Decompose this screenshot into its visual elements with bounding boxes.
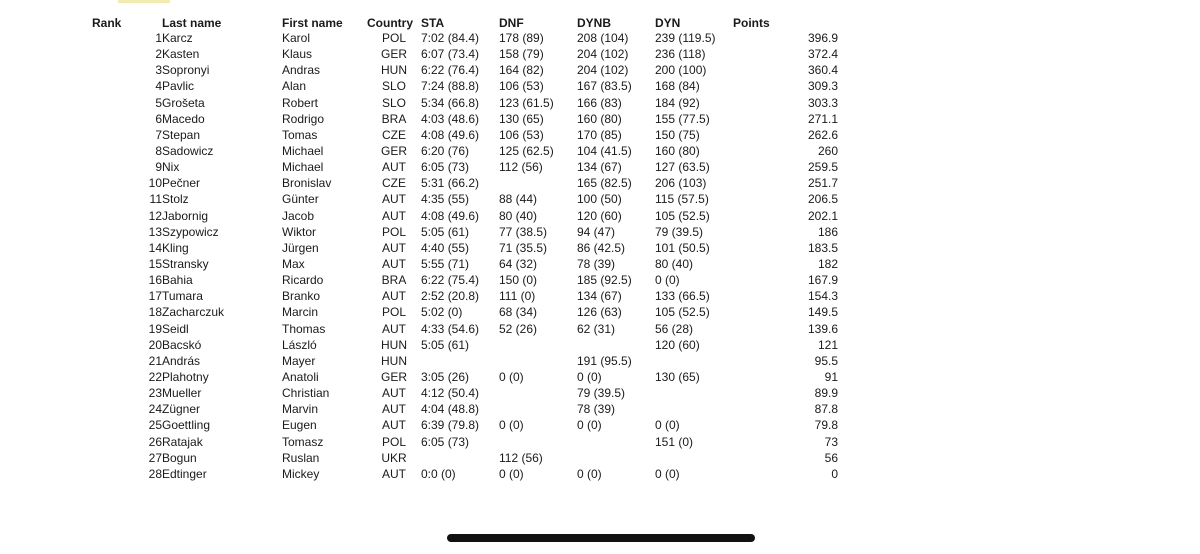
cell-points: 260	[817, 144, 838, 159]
cell-dyn: 184 (92)	[655, 95, 700, 110]
cell-country: BRA	[381, 273, 407, 288]
cell-dynb: 126 (63)	[577, 305, 622, 320]
table-row	[92, 272, 838, 288]
table-row	[92, 450, 838, 466]
cell-rank: 7	[155, 127, 162, 142]
cell-dyn: 120 (60)	[655, 337, 700, 352]
cell-dnf: 77 (38.5)	[499, 224, 548, 239]
cell-dnf: 158 (79)	[499, 47, 544, 62]
table-row	[92, 62, 838, 78]
cell-dnf: 0 (0)	[499, 466, 524, 481]
cell-country: GER	[380, 47, 407, 62]
cell-dyn: 101 (50.5)	[655, 240, 710, 255]
cell-last: Zacharczuk	[162, 305, 225, 320]
cell-rank: 17	[148, 289, 162, 304]
cell-country: BRA	[381, 111, 407, 126]
table-row	[92, 46, 838, 62]
cell-dynb: 104 (41.5)	[577, 144, 632, 159]
cell-sta: 5:02 (0)	[421, 305, 463, 320]
header-rank: Rank	[92, 16, 122, 30]
cell-dynb: 134 (67)	[577, 160, 622, 175]
cell-last: Sopronyi	[162, 63, 210, 78]
cell-country: SLO	[381, 79, 406, 94]
cell-dynb: 170 (85)	[577, 127, 622, 142]
cell-dynb: 208 (104)	[577, 31, 629, 46]
cell-dyn: 56 (28)	[655, 321, 694, 336]
cell-dnf	[499, 401, 577, 417]
cell-sta	[421, 353, 499, 369]
cell-points: 95.5	[814, 353, 838, 368]
table-row	[92, 111, 838, 127]
header-sta: STA	[421, 16, 445, 30]
cell-dynb: 0 (0)	[577, 370, 602, 385]
cell-sta: 4:04 (48.8)	[421, 402, 480, 417]
cell-country: HUN	[381, 353, 407, 368]
cell-dyn: 155 (77.5)	[655, 111, 710, 126]
cell-dnf: 111 (0)	[499, 289, 536, 304]
cell-points: 251.7	[807, 176, 838, 191]
cell-dnf: 164 (82)	[499, 63, 544, 78]
cell-country: GER	[380, 144, 407, 159]
cell-country: AUT	[382, 240, 406, 255]
table-row	[92, 224, 838, 240]
cell-rank: 27	[148, 450, 162, 465]
table-row	[92, 434, 838, 450]
cell-dyn	[655, 450, 733, 466]
cell-country: HUN	[381, 63, 407, 78]
cell-rank: 3	[155, 63, 162, 78]
cell-points: 154.3	[807, 289, 838, 304]
cell-dnf: 106 (53)	[499, 127, 544, 142]
cell-dyn: 206 (103)	[655, 176, 707, 191]
cell-sta: 5:31 (66.2)	[421, 176, 480, 191]
cell-points: 89.9	[814, 386, 838, 401]
header-first-name: First name	[282, 16, 343, 30]
cell-rank: 6	[155, 111, 162, 126]
cell-last: Mueller	[162, 386, 202, 401]
cell-last: Kling	[162, 240, 189, 255]
cell-dynb: 167 (83.5)	[577, 79, 632, 94]
cell-dnf: 106 (53)	[499, 79, 544, 94]
table-row	[92, 401, 838, 417]
cell-rank: 20	[148, 337, 162, 352]
cell-dynb: 78 (39)	[577, 257, 616, 272]
cell-points: 73	[824, 434, 838, 449]
cell-points: 149.5	[807, 305, 838, 320]
cell-points: 139.6	[807, 321, 838, 336]
cell-dnf: 80 (40)	[499, 208, 538, 223]
cell-dynb: 160 (80)	[577, 111, 622, 126]
cell-country: CZE	[382, 127, 406, 142]
cell-country: AUT	[382, 418, 406, 433]
cell-sta: 2:52 (20.8)	[421, 289, 480, 304]
cell-first: Thomas	[282, 321, 326, 336]
cell-points: 167.9	[807, 273, 838, 288]
cell-points: 360.4	[807, 63, 838, 78]
cell-sta: 5:55 (71)	[421, 257, 470, 272]
cell-dnf: 68 (34)	[499, 305, 538, 320]
cell-dnf	[499, 385, 577, 401]
cell-first: Marvin	[282, 402, 319, 417]
cell-sta: 5:05 (61)	[421, 224, 470, 239]
cell-last: Stolz	[162, 192, 189, 207]
cell-dnf	[499, 337, 577, 353]
cell-dnf: 64 (32)	[499, 257, 538, 272]
table-row	[92, 369, 838, 385]
cell-dnf	[499, 175, 577, 191]
cell-dnf: 71 (35.5)	[499, 240, 548, 255]
cell-first: Jürgen	[282, 240, 319, 255]
cell-first: Rodrigo	[282, 111, 325, 126]
cell-last: Sadowicz	[162, 144, 214, 159]
header-points: Points	[733, 16, 770, 30]
cell-points: 259.5	[807, 160, 838, 175]
table-row	[92, 175, 838, 191]
cell-points: 79.8	[814, 418, 838, 433]
cell-dynb: 0 (0)	[577, 418, 602, 433]
cell-sta: 4:12 (50.4)	[421, 386, 480, 401]
cell-dyn: 150 (75)	[655, 127, 700, 142]
cell-country: AUT	[382, 289, 406, 304]
cell-first: Marcin	[282, 305, 319, 320]
table-row	[92, 78, 838, 94]
cell-points: 309.3	[807, 79, 838, 94]
table-row	[92, 353, 838, 369]
cell-first: Klaus	[282, 47, 313, 62]
cell-sta: 5:05 (61)	[421, 337, 470, 352]
cell-dyn: 200 (100)	[655, 63, 707, 78]
cell-dnf: 112 (56)	[499, 450, 543, 465]
cell-first: Bronislav	[282, 176, 332, 191]
cell-last: Zügner	[162, 402, 201, 417]
table-row	[92, 240, 838, 256]
cell-rank: 10	[148, 176, 162, 191]
cell-rank: 21	[148, 353, 162, 368]
cell-points: 206.5	[807, 192, 838, 207]
cell-last: Pavlic	[162, 79, 195, 94]
cell-rank: 12	[148, 208, 162, 223]
cell-dynb: 166 (83)	[577, 95, 622, 110]
cell-rank: 1	[155, 31, 162, 46]
cell-dnf: 130 (65)	[499, 111, 544, 126]
cell-country: CZE	[382, 176, 406, 191]
cell-dyn: 151 (0)	[655, 434, 694, 449]
cell-sta: 4:08 (49.6)	[421, 127, 480, 142]
cell-last: András	[162, 353, 201, 368]
cell-last: Stepan	[162, 127, 201, 142]
cell-points: 372.4	[807, 47, 838, 62]
cell-points: 0	[831, 466, 838, 481]
cell-first: Andras	[282, 63, 321, 78]
cell-rank: 28	[148, 466, 162, 481]
cell-sta: 4:35 (55)	[421, 192, 470, 207]
cell-sta: 5:34 (66.8)	[421, 95, 480, 110]
header-dyn: DYN	[655, 16, 681, 30]
cell-first: Eugen	[282, 418, 317, 433]
header-dnf: DNF	[499, 16, 524, 30]
cell-first: Anatoli	[282, 370, 319, 385]
cell-dnf: 112 (56)	[499, 160, 543, 175]
cell-sta: 7:02 (84.4)	[421, 31, 480, 46]
cell-dynb: 0 (0)	[577, 466, 602, 481]
cell-rank: 22	[148, 370, 162, 385]
cell-dyn: 0 (0)	[655, 418, 680, 433]
cell-points: 91	[824, 370, 838, 385]
cell-points: 87.8	[814, 402, 838, 417]
cell-dyn: 239 (119.5)	[655, 31, 716, 46]
table-row	[92, 256, 838, 272]
cell-sta: 6:07 (73.4)	[421, 47, 480, 62]
cell-dyn: 133 (66.5)	[655, 289, 710, 304]
cell-dynb: 100 (50)	[577, 192, 622, 207]
highlight-mark	[118, 0, 170, 3]
cell-first: Jacob	[282, 208, 315, 223]
cell-dnf: 0 (0)	[499, 370, 524, 385]
header-last-name: Last name	[162, 16, 222, 30]
cell-rank: 8	[155, 144, 162, 159]
cell-rank: 11	[149, 192, 162, 207]
table-row	[92, 337, 838, 353]
cell-last: Bacskó	[162, 337, 202, 352]
table-row	[92, 127, 838, 143]
cell-dnf: 150 (0)	[499, 273, 538, 288]
table-row	[92, 466, 838, 482]
cell-points: 202.1	[807, 208, 838, 223]
cell-dynb	[577, 434, 655, 450]
cell-points: 183.5	[807, 240, 838, 255]
cell-points: 182	[817, 257, 838, 272]
cell-points: 262.6	[807, 127, 838, 142]
cell-dynb: 165 (82.5)	[577, 176, 632, 191]
cell-dyn: 115 (57.5)	[655, 192, 709, 207]
cell-last: Karcz	[162, 31, 193, 46]
cell-rank: 16	[148, 273, 162, 288]
cell-dnf: 178 (89)	[499, 31, 544, 46]
cell-dynb: 204 (102)	[577, 63, 629, 78]
cell-sta: 3:05 (26)	[421, 370, 470, 385]
cell-country: SLO	[381, 95, 406, 110]
header-dynb: DYNB	[577, 16, 612, 30]
header-country: Country	[367, 16, 413, 30]
cell-rank: 13	[148, 224, 162, 239]
cell-dyn: 127 (63.5)	[655, 160, 710, 175]
home-indicator	[447, 534, 755, 542]
cell-country: POL	[381, 31, 406, 46]
cell-country: AUT	[382, 321, 406, 336]
cell-dnf	[499, 353, 577, 369]
cell-country: POL	[381, 224, 406, 239]
cell-first: Wiktor	[282, 224, 316, 239]
cell-dynb: 204 (102)	[577, 47, 629, 62]
table-row	[92, 143, 838, 159]
cell-last: Stransky	[162, 257, 209, 272]
cell-dynb: 79 (39.5)	[577, 386, 626, 401]
results-body	[92, 30, 838, 482]
cell-dyn: 0 (0)	[655, 273, 680, 288]
cell-last: Seidl	[162, 321, 189, 336]
cell-first: Robert	[282, 95, 319, 110]
cell-dynb	[577, 337, 655, 353]
cell-dynb: 134 (67)	[577, 289, 622, 304]
cell-dyn	[655, 353, 733, 369]
cell-last: Pečner	[162, 176, 201, 191]
cell-dyn: 0 (0)	[655, 466, 680, 481]
cell-sta: 6:22 (76.4)	[421, 63, 480, 78]
cell-rank: 24	[148, 402, 162, 417]
cell-first: Alan	[282, 79, 307, 94]
cell-first: Ricardo	[282, 273, 324, 288]
cell-sta: 6:39 (79.8)	[421, 418, 480, 433]
cell-dyn: 105 (52.5)	[655, 305, 710, 320]
cell-country: AUT	[382, 257, 406, 272]
cell-last: Macedo	[162, 111, 205, 126]
cell-sta: 4:33 (54.6)	[421, 321, 480, 336]
cell-last: Ratajak	[162, 434, 203, 449]
table-row	[92, 95, 838, 111]
cell-first: Tomas	[282, 127, 318, 142]
cell-country: AUT	[382, 192, 406, 207]
cell-first: Mickey	[282, 466, 320, 481]
table-row	[92, 159, 838, 175]
results-table	[92, 12, 838, 482]
cell-country: AUT	[382, 208, 406, 223]
cell-country: UKR	[381, 450, 407, 465]
cell-first: Michael	[282, 144, 324, 159]
cell-dnf: 52 (26)	[499, 321, 538, 336]
cell-first: Christian	[282, 386, 330, 401]
cell-rank: 15	[148, 257, 162, 272]
cell-dyn	[655, 385, 733, 401]
cell-first: Michael	[282, 160, 324, 175]
cell-dyn: 130 (65)	[655, 370, 700, 385]
cell-country: HUN	[381, 337, 407, 352]
cell-last: Bahia	[162, 273, 193, 288]
cell-dynb: 78 (39)	[577, 402, 616, 417]
cell-sta: 6:20 (76)	[421, 144, 470, 159]
cell-country: AUT	[382, 466, 406, 481]
cell-rank: 5	[155, 95, 162, 110]
cell-sta: 7:24 (88.8)	[421, 79, 480, 94]
table-row	[92, 288, 838, 304]
cell-dnf: 123 (61.5)	[499, 95, 554, 110]
cell-dynb: 86 (42.5)	[577, 240, 626, 255]
cell-dyn	[655, 401, 733, 417]
cell-sta: 0:0 (0)	[421, 466, 456, 481]
cell-sta: 6:05 (73)	[421, 160, 470, 175]
cell-points: 186	[817, 224, 838, 239]
cell-dynb: 62 (31)	[577, 321, 616, 336]
cell-dyn: 79 (39.5)	[655, 224, 704, 239]
cell-rank: 26	[148, 434, 162, 449]
cell-country: AUT	[382, 160, 406, 175]
cell-last: Nix	[162, 160, 180, 175]
cell-dynb	[577, 450, 655, 466]
table-row	[92, 385, 838, 401]
table-row	[92, 208, 838, 224]
cell-dnf: 88 (44)	[499, 192, 538, 207]
cell-dyn: 160 (80)	[655, 144, 700, 159]
table-row	[92, 417, 838, 433]
cell-last: Goettling	[162, 418, 211, 433]
cell-dynb: 94 (47)	[577, 224, 616, 239]
cell-sta: 4:08 (49.6)	[421, 208, 480, 223]
header-row	[92, 12, 838, 30]
table-row	[92, 30, 838, 46]
cell-country: AUT	[382, 402, 406, 417]
cell-first: Günter	[282, 192, 319, 207]
cell-rank: 25	[148, 418, 162, 433]
cell-sta: 4:40 (55)	[421, 240, 470, 255]
cell-last: Jabornig	[162, 208, 209, 223]
cell-sta	[421, 450, 499, 466]
cell-dyn: 105 (52.5)	[655, 208, 710, 223]
cell-points: 271.1	[807, 111, 838, 126]
cell-rank: 9	[155, 160, 162, 175]
cell-first: Karol	[282, 31, 311, 46]
cell-rank: 18	[148, 305, 162, 320]
cell-dnf: 0 (0)	[499, 418, 524, 433]
cell-first: Max	[282, 257, 305, 272]
cell-dnf: 125 (62.5)	[499, 144, 554, 159]
cell-rank: 2	[155, 47, 162, 62]
cell-dnf	[499, 434, 577, 450]
cell-dyn: 80 (40)	[655, 257, 694, 272]
cell-points: 303.3	[807, 95, 838, 110]
cell-last: Tumara	[162, 289, 203, 304]
cell-sta: 4:03 (48.6)	[421, 111, 480, 126]
cell-rank: 19	[148, 321, 162, 336]
cell-dyn: 168 (84)	[655, 79, 700, 94]
table-row	[92, 304, 838, 320]
cell-points: 56	[824, 450, 838, 465]
cell-points: 396.9	[807, 31, 838, 46]
cell-country: POL	[381, 434, 406, 449]
cell-rank: 14	[148, 240, 162, 255]
cell-points: 121	[817, 337, 838, 352]
cell-last: Szypowicz	[162, 224, 219, 239]
cell-dyn: 236 (118)	[655, 47, 706, 62]
cell-last: Edtinger	[162, 466, 207, 481]
cell-last: Plahotny	[162, 370, 209, 385]
cell-rank: 23	[148, 386, 162, 401]
cell-first: Tomasz	[282, 434, 324, 449]
cell-last: Grošeta	[162, 95, 205, 110]
cell-first: László	[282, 337, 317, 352]
cell-last: Bogun	[162, 450, 197, 465]
cell-country: AUT	[382, 386, 406, 401]
cell-first: Mayer	[282, 353, 316, 368]
cell-country: GER	[380, 370, 407, 385]
cell-rank: 4	[155, 79, 162, 94]
table-row	[92, 321, 838, 337]
cell-dynb: 191 (95.5)	[577, 353, 632, 368]
cell-country: POL	[381, 305, 406, 320]
cell-dynb: 185 (92.5)	[577, 273, 632, 288]
cell-sta: 6:05 (73)	[421, 434, 470, 449]
cell-sta: 6:22 (75.4)	[421, 273, 480, 288]
cell-last: Kasten	[162, 47, 200, 62]
cell-first: Ruslan	[282, 450, 320, 465]
cell-first: Branko	[282, 289, 321, 304]
table-row	[92, 191, 838, 207]
cell-dynb: 120 (60)	[577, 208, 622, 223]
